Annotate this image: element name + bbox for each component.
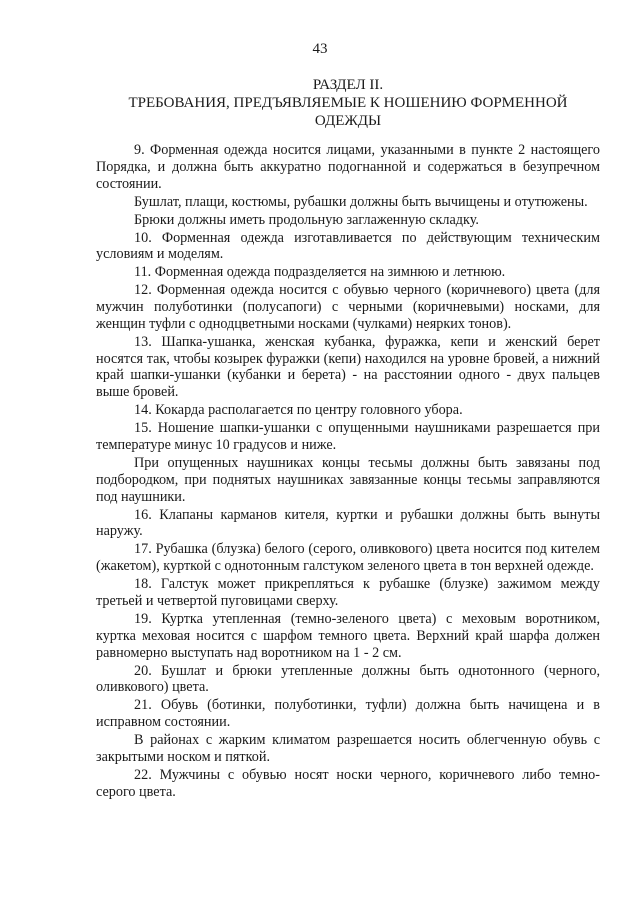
section-number: РАЗДЕЛ II.	[312, 77, 384, 93]
document-body	[96, 142, 600, 802]
paragraph-20: 20. Бушлат и брюки утепленные должны быть однотонного (черного, оливкового) цвета.	[96, 662, 600, 696]
section-title-line-1: ТРЕБОВАНИЯ, ПРЕДЪЯВЛЯЕМЫЕ К НОШЕНИЮ ФОРМЕННОЙ	[128, 95, 568, 111]
paragraph-12: 12. Форменная одежда носится с обувью черного (коричневого) цвета (для мужчин полуботинки (полусапоги) с черными (коричневыми) носками, для женщин туфли с однодцветными носками (чулками) неярких тонов).	[96, 282, 600, 332]
paragraph-21-hot-climate: В районах с жарким климатом разрешается носить облегченную обувь с закрытыми носком и пяткой.	[96, 732, 600, 765]
paragraph-16: 16. Клапаны карманов кителя, куртки и рубашки должны быть вынуты наружу.	[96, 506, 600, 540]
paragraph-19: 19. Куртка утепленная (темно-зеленого цвета) с меховым воротником, куртка меховая носится с шарфом темного цвета. Верхний край шарфа должен равномерно выступать над воротником на 1 - 2 см.	[96, 610, 600, 661]
paragraph-9-trousers: Брюки должны иметь продольную заглаженную складку.	[134, 211, 479, 228]
paragraph-22: 22. Мужчины с обувью носят носки черного, коричневого либо темно-серого цвета.	[96, 766, 600, 800]
paragraph-9-bushlat: Бушлат, плащи, костюмы, рубашки должны быть вычищены и отутюжены.	[134, 193, 588, 210]
paragraph-21: 21. Обувь (ботинки, полуботинки, туфли) должна быть начищена и в исправном состоянии.	[96, 697, 600, 731]
paragraph-17: 17. Рубашка (блузка) белого (серого, оливкового) цвета носится под кителем (жакетом), курткой с однотонным галстуком зеленого цвета в тон верхней одежде.	[96, 541, 600, 575]
section-title-line-2: ОДЕЖДЫ	[314, 113, 382, 129]
paragraph-10: 10. Форменная одежда изготавливается по действующим техническим условиям и моделям.	[96, 229, 600, 263]
paragraph-18: 18. Галстук может прикрепляться к рубашке (блузке) зажимом между третьей и четвертой пуговицами сверху.	[96, 576, 600, 609]
paragraph-11: 11. Форменная одежда подразделяется на зимнюю и летнюю.	[134, 264, 506, 281]
section-header	[96, 76, 600, 130]
paragraph-15-earflaps: При опущенных наушниках концы тесьмы должны быть завязаны под подбородком, при поднятых наушниках завязанные концы тесьмы заправляются под наушники.	[96, 455, 600, 505]
paragraph-9: 9. Форменная одежда носится лицами, указанными в пункте 2 настоящего Порядка, и должна быть аккуратно подогнанной и содержаться в безупречном состоянии.	[96, 142, 600, 192]
paragraph-13: 13. Шапка-ушанка, женская кубанка, фуражка, кепи и женский берет носятся так, чтобы козырек фуражки (кепи) находился на уровне бровей, а нижний край шапки-ушанки (кубанки и берета) - на расстоянии одного - двух пальцев выше бровей.	[96, 333, 600, 401]
page-number: 43	[312, 41, 328, 57]
paragraph-15: 15. Ношение шапки-ушанки с опущенными наушниками разрешается при температуре минус 10 градусов и ниже.	[96, 420, 600, 454]
paragraph-14: 14. Кокарда располагается по центру головного убора.	[134, 402, 463, 419]
